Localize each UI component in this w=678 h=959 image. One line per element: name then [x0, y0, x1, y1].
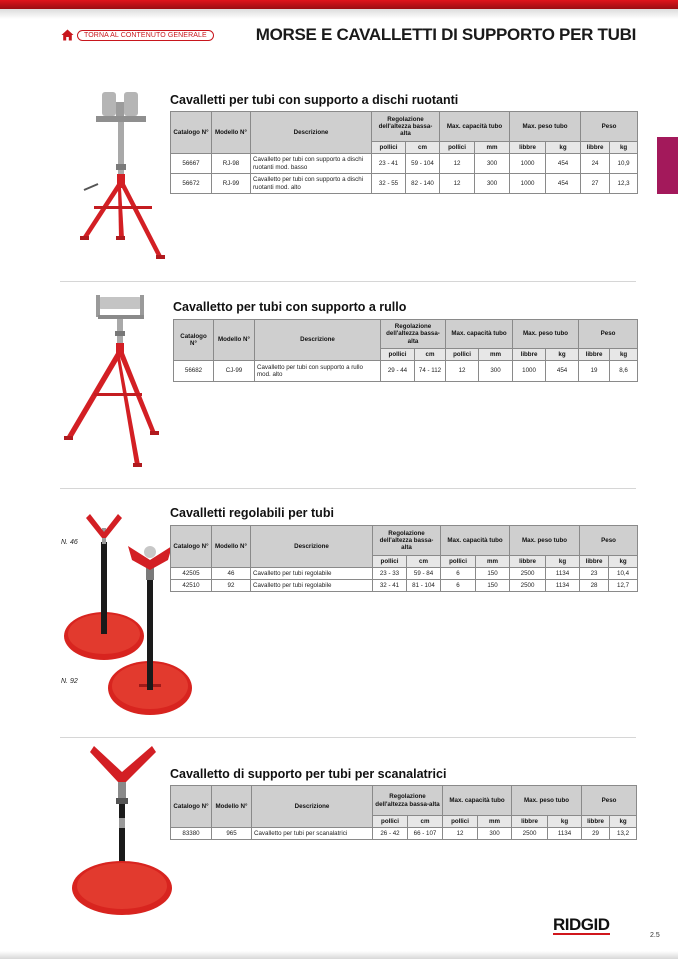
- cell-cap-mm: 150: [476, 580, 510, 592]
- cell-max-kg: 454: [546, 174, 581, 194]
- col-capacity: Max. capacità tubo: [446, 320, 513, 349]
- cell-cap-in: 12: [443, 828, 478, 840]
- cell-height-in: 26 - 42: [373, 828, 408, 840]
- col-model: Modello N°: [212, 526, 251, 568]
- cell-cap-mm: 300: [475, 154, 510, 174]
- col-description: Descrizione: [252, 786, 373, 828]
- unit-cm: cm: [408, 816, 443, 828]
- table-adjustable-stands: [170, 525, 638, 592]
- unit-libbre: libbre: [513, 349, 546, 361]
- col-description: Descrizione: [251, 526, 373, 568]
- unit-libbre: libbre: [582, 816, 610, 828]
- unit-kg: kg: [609, 556, 638, 568]
- top-fade: [0, 9, 678, 19]
- cell-weight-kg: 13,2: [610, 828, 637, 840]
- table-row: [171, 154, 638, 174]
- cell-max-lb: 2500: [512, 828, 548, 840]
- cell-height-cm: 59 - 104: [406, 154, 440, 174]
- cell-description: Cavalletto per tubi per scanalatrici: [252, 828, 373, 840]
- cell-max-kg: 454: [546, 361, 579, 382]
- col-capacity: Max. capacità tubo: [443, 786, 512, 816]
- col-capacity: Max. capacità tubo: [440, 112, 510, 142]
- cell-description: Cavalletto per tubi regolabile: [251, 568, 373, 580]
- col-height: Regolazione dell'altezza bassa-alta: [373, 786, 443, 816]
- unit-pollici: pollici: [443, 816, 478, 828]
- cell-weight-lb: 28: [580, 580, 609, 592]
- cell-height-in: 32 - 41: [373, 580, 407, 592]
- unit-libbre: libbre: [510, 142, 546, 154]
- cell-weight-kg: 10,9: [610, 154, 638, 174]
- ridgid-logo: RIDGID: [553, 915, 610, 934]
- unit-libbre: libbre: [581, 142, 610, 154]
- col-max-weight: Max. peso tubo: [512, 786, 582, 816]
- cell-cap-in: 6: [441, 568, 476, 580]
- table-grooving-stand: [170, 785, 637, 840]
- cj-roller-stand-image: [60, 293, 164, 471]
- rj-pipe-stand-image: [72, 88, 172, 266]
- unit-pollici: pollici: [381, 349, 415, 361]
- unit-pollici: pollici: [373, 556, 407, 568]
- cell-max-kg: 1134: [546, 568, 580, 580]
- cell-weight-lb: 29: [582, 828, 610, 840]
- col-weight: Peso: [581, 112, 638, 142]
- col-model: Modello N°: [214, 320, 255, 361]
- cell-max-lb: 1000: [513, 361, 546, 382]
- cell-catalog: 56672: [171, 174, 212, 194]
- col-weight: Peso: [580, 526, 638, 556]
- table-row: [171, 580, 638, 592]
- cell-weight-lb: 19: [579, 361, 610, 382]
- cell-weight-lb: 24: [581, 154, 610, 174]
- table-row: [174, 361, 638, 382]
- section-divider: [60, 488, 636, 489]
- cell-model: RJ-99: [212, 174, 251, 194]
- col-max-weight: Max. peso tubo: [510, 112, 581, 142]
- section-title-adjustable-stands: Cavalletti regolabili per tubi: [170, 506, 334, 520]
- unit-mm: mm: [478, 816, 512, 828]
- table-roller-stand: [173, 319, 638, 382]
- cell-height-cm: 82 - 140: [406, 174, 440, 194]
- table-row: [171, 828, 637, 840]
- cell-cap-in: 12: [440, 174, 475, 194]
- section-divider: [60, 281, 636, 282]
- unit-kg: kg: [546, 556, 580, 568]
- section-title-disc-stands: Cavalletti per tubi con supporto a dischi ruotanti: [170, 93, 459, 107]
- cell-cap-mm: 300: [478, 828, 512, 840]
- unit-mm: mm: [476, 556, 510, 568]
- cell-max-lb: 2500: [510, 568, 546, 580]
- unit-kg: kg: [610, 142, 638, 154]
- page-number: 2.5: [650, 932, 660, 939]
- cell-height-in: 23 - 41: [372, 154, 406, 174]
- cell-weight-lb: 23: [580, 568, 609, 580]
- cell-model: 965: [212, 828, 252, 840]
- col-max-weight: Max. peso tubo: [513, 320, 579, 349]
- unit-kg: kg: [546, 349, 579, 361]
- cell-catalog: 42510: [171, 580, 212, 592]
- cell-height-cm: 66 - 107: [408, 828, 443, 840]
- cell-max-lb: 2500: [510, 580, 546, 592]
- col-catalog: Catalogo N°: [171, 786, 212, 828]
- cell-cap-mm: 300: [475, 174, 510, 194]
- col-weight: Peso: [582, 786, 637, 816]
- cell-height-in: 29 - 44: [381, 361, 415, 382]
- col-height: Regolazione dell'altezza bassa-alta: [372, 112, 440, 142]
- unit-pollici: pollici: [441, 556, 476, 568]
- col-description: Descrizione: [251, 112, 372, 154]
- unit-pollici: pollici: [440, 142, 475, 154]
- unit-mm: mm: [475, 142, 510, 154]
- unit-pollici: pollici: [372, 142, 406, 154]
- col-height: Regolazione dell'altezza bassa-alta: [381, 320, 446, 349]
- unit-libbre: libbre: [579, 349, 610, 361]
- cell-height-cm: 74 - 112: [415, 361, 446, 382]
- col-catalog: Catalogo N°: [171, 526, 212, 568]
- unit-kg: kg: [546, 142, 581, 154]
- col-catalog: Catalogo N°: [174, 320, 214, 361]
- col-height: Regolazione dell'altezza bassa-alta: [373, 526, 441, 556]
- cell-weight-kg: 12,7: [609, 580, 638, 592]
- cell-height-cm: 59 - 84: [407, 568, 441, 580]
- unit-pollici: pollici: [446, 349, 479, 361]
- cell-max-lb: 1000: [510, 174, 546, 194]
- cell-max-lb: 1000: [510, 154, 546, 174]
- col-capacity: Max. capacità tubo: [441, 526, 510, 556]
- col-weight: Peso: [579, 320, 638, 349]
- unit-libbre: libbre: [512, 816, 548, 828]
- col-model: Modello N°: [212, 786, 252, 828]
- unit-cm: cm: [415, 349, 446, 361]
- table-row: [171, 174, 638, 194]
- cell-cap-mm: 300: [479, 361, 513, 382]
- col-model: Modello N°: [212, 112, 251, 154]
- unit-libbre: libbre: [580, 556, 609, 568]
- unit-cm: cm: [406, 142, 440, 154]
- cell-cap-in: 6: [441, 580, 476, 592]
- cell-weight-lb: 27: [581, 174, 610, 194]
- bottom-fade: [0, 951, 678, 959]
- cell-cap-in: 12: [440, 154, 475, 174]
- cell-model: 46: [212, 568, 251, 580]
- cell-description: Cavalletto per tubi con supporto a dischi ruotanti mod. basso: [251, 154, 372, 174]
- col-max-weight: Max. peso tubo: [510, 526, 580, 556]
- section-side-tab[interactable]: [657, 137, 678, 194]
- cell-height-in: 23 - 33: [373, 568, 407, 580]
- label-n46: N. 46: [61, 539, 78, 546]
- cell-catalog: 56667: [171, 154, 212, 174]
- unit-cm: cm: [407, 556, 441, 568]
- cell-description: Cavalletto per tubi regolabile: [251, 580, 373, 592]
- cell-cap-mm: 150: [476, 568, 510, 580]
- cell-max-kg: 1134: [546, 580, 580, 592]
- back-link-label: TORNA AL CONTENUTO GENERALE: [77, 30, 214, 41]
- unit-kg: kg: [610, 816, 637, 828]
- cell-description: Cavalletto per tubi con supporto a rullo mod. alto: [255, 361, 381, 382]
- cell-model: CJ-99: [214, 361, 255, 382]
- unit-pollici: pollici: [373, 816, 408, 828]
- grooving-support-stand-image: [70, 742, 180, 917]
- cell-model: RJ-98: [212, 154, 251, 174]
- top-red-bar: [0, 0, 678, 9]
- cell-catalog: 56682: [174, 361, 214, 382]
- cell-catalog: 83380: [171, 828, 212, 840]
- cell-max-kg: 454: [546, 154, 581, 174]
- section-divider: [60, 737, 636, 738]
- unit-mm: mm: [479, 349, 513, 361]
- cell-weight-kg: 12,3: [610, 174, 638, 194]
- label-n92: N. 92: [61, 678, 78, 685]
- cell-cap-in: 12: [446, 361, 479, 382]
- table-disc-stands: [170, 111, 638, 194]
- cell-height-cm: 81 - 104: [407, 580, 441, 592]
- section-title-grooving-stand: Cavalletto di supporto per tubi per scanalatrici: [170, 767, 447, 781]
- unit-libbre: libbre: [510, 556, 546, 568]
- unit-kg: kg: [610, 349, 638, 361]
- col-description: Descrizione: [255, 320, 381, 361]
- section-title-roller-stand: Cavalletto per tubi con supporto a rullo: [173, 300, 407, 314]
- home-icon: [61, 29, 74, 41]
- cell-weight-kg: 8,6: [610, 361, 638, 382]
- page-title: MORSE E CAVALLETTI DI SUPPORTO PER TUBI: [255, 25, 636, 44]
- table-row: [171, 568, 638, 580]
- unit-kg: kg: [548, 816, 582, 828]
- cell-weight-kg: 10,4: [609, 568, 638, 580]
- cell-catalog: 42505: [171, 568, 212, 580]
- cell-description: Cavalletto per tubi con supporto a dischi ruotanti mod. alto: [251, 174, 372, 194]
- col-catalog: Catalogo N°: [171, 112, 212, 154]
- back-to-contents-link[interactable]: [61, 29, 214, 41]
- cell-height-in: 32 - 55: [372, 174, 406, 194]
- cell-max-kg: 1134: [548, 828, 582, 840]
- cell-model: 92: [212, 580, 251, 592]
